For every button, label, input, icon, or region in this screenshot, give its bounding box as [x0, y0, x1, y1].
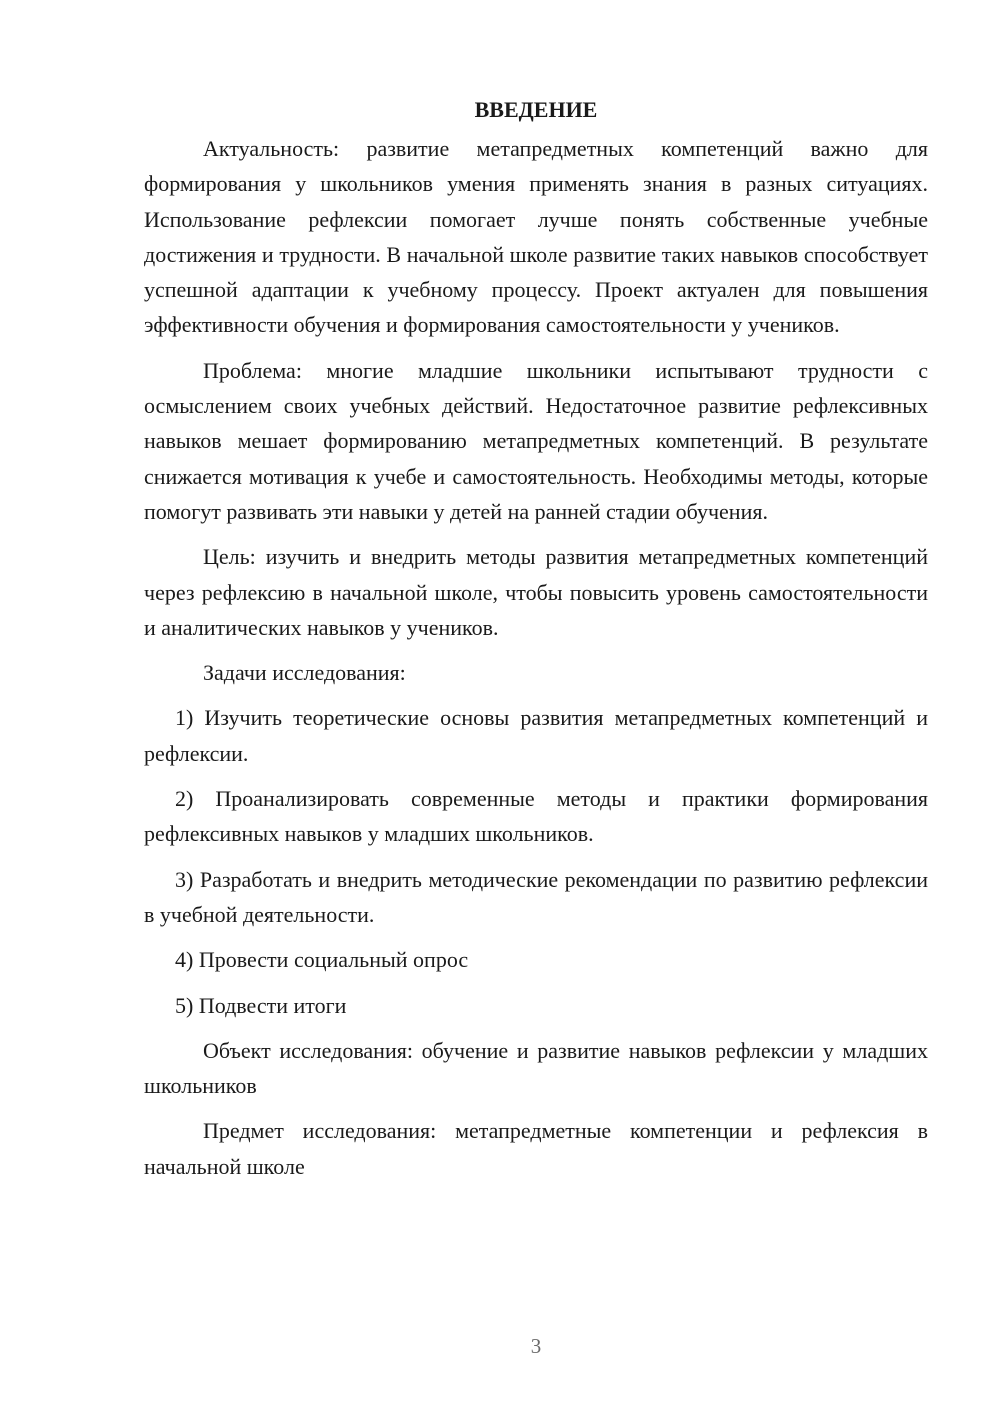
problem-paragraph: Проблема: многие младшие школьники испытывают трудности с осмыслением своих учебных действий. Недостаточное развитие рефлексивных навыков мешает формированию метапредметных компетенций. В результате снижается мотивация к учебе и самостоятельность. Необходимы методы, которые помогут развивать эти навыки у детей на ранней стадии обучения. — [144, 357, 928, 524]
page-content — [144, 92, 928, 1194]
task-item-5: 5) Подвести итоги — [175, 992, 347, 1018]
task-item-4: 4) Провести социальный опрос — [175, 947, 469, 973]
section-title: ВВЕДЕНИЕ — [474, 97, 598, 122]
tasks-heading: Задачи исследования: — [203, 660, 406, 686]
task-item-1: 1) Изучить теоретические основы развития метапредметных компетенций и рефлексии. — [144, 705, 928, 766]
task-item-2: 2) Проанализировать современные методы и практики формирования рефлексивных навыков у младших школьников. — [144, 786, 928, 847]
page-number: 3 — [530, 1334, 542, 1358]
object-paragraph: Объект исследования: обучение и развитие навыков рефлексии у младших школьников — [144, 1037, 928, 1099]
task-item-3: 3) Разработать и внедрить методические рекомендации по развитию рефлексии в учебной деятельности. — [144, 866, 928, 927]
subject-paragraph: Предмет исследования: метапредметные компетенции и рефлексия в начальной школе — [144, 1118, 928, 1179]
goal-paragraph: Цель: изучить и внедрить методы развития метапредметных компетенций через рефлексию в начальной школе, чтобы повысить уровень самостоятельности и аналитических навыков у учеников. — [144, 544, 928, 640]
relevance-paragraph: Актуальность: развитие метапредметных компетенций важно для формирования у школьников умения применять знания в разных ситуациях. Использование рефлексии помогает лучше понять собственные учебные достижения и трудности. В начальной школе развитие таких навыков способствует успешной адаптации к учебному процессу. Проект актуален для повышения эффективности обучения и формирования самостоятельности у учеников. — [144, 136, 928, 338]
